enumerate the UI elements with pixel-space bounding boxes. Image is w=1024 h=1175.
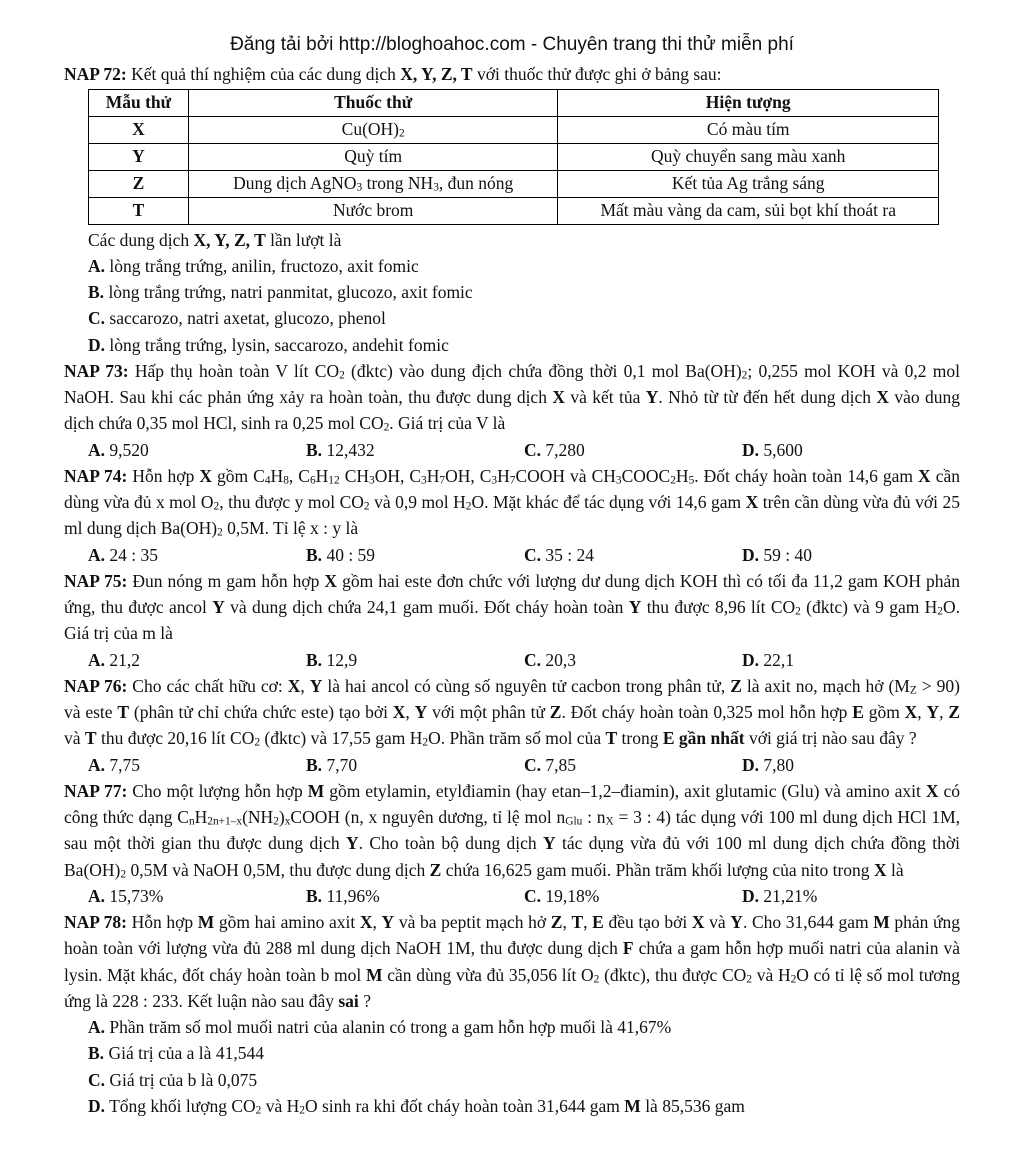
question-72 bbox=[64, 61, 960, 87]
answer-option: D. lòng trắng trứng, lysin, saccarozo, andehit fomic bbox=[88, 334, 449, 355]
answer-option: B. Giá trị của a là 41,544 bbox=[88, 1043, 264, 1064]
answer-option: A. 9,520 bbox=[88, 439, 149, 460]
question-intro-end: với thuốc thử được ghi ở bảng sau: bbox=[472, 63, 722, 84]
table-row bbox=[89, 116, 939, 143]
answer-option: A. 15,73% bbox=[88, 885, 164, 906]
reagent-cell: Nước brom bbox=[188, 197, 558, 224]
result-cell: Mất màu vàng da cam, sủi bọt khí thoát ra bbox=[558, 197, 939, 224]
question-78: NAP 78: Hỗn hợp M gồm hai amino axit X, Y và ba peptit mạch hở Z, T, E đều tạo bởi X và Y. Cho 31,644 gam M phản ứng hoàn toàn với lượng vừa đủ 288 ml dung dịch NaOH 1M, thu được dung dịch F chứa a gam hỗn hợp muối natri của alanin và lysin. Mặt khác, đốt cháy hoàn toàn b mol M cần dùng vừa đủ 35,056 lít $O_2$ (đktc), thu được $CO_2$ và $H_2O$ có tỉ lệ số mol tương ứng là 228 : 233. Kết luận nào sau đây sai ? bbox=[64, 912, 961, 1011]
question-73: NAP 73: Hấp thụ hoàn toàn V lít $CO_2$ (đktc) vào dung địch chứa đồng thời 0,1 mol $Ba(OH)_2$; 0,255 mol KOH và 0,2 mol NaOH. Sau khi các phản ứng xảy ra hoàn toàn, thu được dung dịch X và kết tủa Y. Nhỏ từ từ đến hết dung dịch X vào dung dịch chứa 0,35 mol HCl, sinh ra 0,25 mol $CO_2$. Giá trị của V là bbox=[64, 360, 960, 434]
page-header: Đăng tải bởi http://bloghoahoc.com - Chuyên trang thi thử miễn phí bbox=[230, 34, 794, 55]
answer-option: D. 21,21% bbox=[742, 885, 818, 906]
answer-options-76 bbox=[64, 752, 960, 778]
reagent-table bbox=[88, 89, 939, 224]
answer-option: D. 7,80 bbox=[742, 754, 795, 775]
answer-option: C. Giá trị của b là 0,075 bbox=[88, 1069, 258, 1090]
reagent-cell: Quỳ tím bbox=[188, 143, 558, 170]
table-header: Mẫu thử bbox=[89, 90, 189, 117]
answer-option: B. 7,70 bbox=[306, 754, 358, 775]
question-74: NAP 74: Hỗn hợp X gồm $C_4H_8$, $C_6H_{12}$ $CH_3OH$, $C_3H_7OH$, $C_3H_7COOH$ và $CH_3COOC_2H_5$. Đốt cháy hoàn toàn 14,6 gam X cần dùng vừa đủ x mol $O_2$, thu được y mol $CO_2$ và 0,9 mol $H_2O$. Mặt khác để tác dụng với 14,6 gam X trên cần dùng vừa đủ với 25 ml dung dịch $Ba(OH)_2$ 0,5M. Tỉ lệ x : y là bbox=[64, 465, 960, 539]
table-header: Hiện tượng bbox=[558, 90, 939, 117]
answer-option: D. 59 : 40 bbox=[742, 544, 813, 565]
answer-option: C. 19,18% bbox=[524, 885, 600, 906]
answer-option: B. 40 : 59 bbox=[306, 544, 376, 565]
table-header: Thuốc thử bbox=[188, 90, 558, 117]
answer-option: C. 7,280 bbox=[524, 439, 585, 460]
table-row bbox=[89, 170, 939, 197]
answer-option: A. lòng trắng trứng, anilin, fructozo, axit fomic bbox=[88, 255, 419, 276]
answer-options-77 bbox=[64, 883, 960, 909]
question-77: NAP 77: Cho một lượng hỗn hợp M gồm etylamin, etylđiamin (hay etan–1,2–điamin), axit glutamic (Glu) và amino axit X có công thức dạng $C_nH_{2n+1-x}(NH_2)_xCOOH$ (n, x nguyên dương, tỉ lệ mol $n_{Glu}$ : $n_X = 3$ : 4) tác dụng với 100 ml dung dịch HCl 1M, sau một thời gian thu được dung dịch Y. Cho toàn bộ dung dịch Y tác dụng vừa đủ với 100 ml dung dịch chứa đồng thời $Ba(OH)_2$ 0,5M và NaOH 0,5M, thu được dung dịch Z chứa 16,625 gam muối. Phần trăm khối lượng của nito trong X là bbox=[64, 780, 961, 881]
answer-option: C. 7,85 bbox=[524, 754, 577, 775]
answer-option: B. 12,432 bbox=[306, 439, 375, 460]
question-vars: X, Y, Z, T bbox=[400, 63, 473, 84]
table-body bbox=[89, 116, 939, 224]
answer-options-75 bbox=[64, 647, 960, 673]
result-cell: Kết tủa Ag trắng sáng bbox=[558, 170, 939, 197]
stem-vars: X, Y, Z, T bbox=[193, 229, 266, 250]
question-76: NAP 76: Cho các chất hữu cơ: X, Y là hai ancol có cùng số nguyên tử cacbon trong phân tử, Z là axit no, mạch hở $(M_Z > 90)$ và este T (phân tử chỉ chứa chức este) tạo bởi X, Y với một phân tử Z. Đốt cháy hoàn toàn 0,325 mol hỗn hợp E gồm X, Y, Z và T thu được 20,16 lít $CO_2$ (đktc) và 17,55 gam $H_2O$. Phần trăm số mol của T trong E gần nhất với giá trị nào sau đây ? bbox=[64, 675, 961, 749]
table-header-row bbox=[89, 90, 939, 117]
result-cell: Quỳ chuyển sang màu xanh bbox=[558, 143, 939, 170]
sample-cell: Y bbox=[89, 143, 189, 170]
answer-option: D. Tổng khối lượng $CO_2$ và $H_2O$ sinh ra khi đốt cháy hoàn toàn 31,644 gam M là 85,536 gam bbox=[88, 1095, 745, 1117]
answer-option: A. 21,2 bbox=[88, 649, 141, 670]
sample-cell: T bbox=[89, 197, 189, 224]
answer-option: B. 12,9 bbox=[306, 649, 358, 670]
answer-option: A. 7,75 bbox=[88, 754, 141, 775]
table-row bbox=[89, 143, 939, 170]
result-cell: Có màu tím bbox=[558, 116, 939, 143]
answer-option: C. 20,3 bbox=[524, 649, 577, 670]
answer-option: C. saccarozo, natri axetat, glucozo, phenol bbox=[88, 308, 386, 329]
sample-cell: Z bbox=[89, 170, 189, 197]
question-intro: Kết quả thí nghiệm của các dung dịch bbox=[126, 63, 401, 84]
answer-options-72 bbox=[64, 253, 960, 358]
answer-options-73 bbox=[64, 437, 960, 463]
answer-option: C. 35 : 24 bbox=[524, 544, 595, 565]
question-75: NAP 75: Đun nóng m gam hỗn hợp X gồm hai este đơn chức với lượng dư dung dịch KOH thì có tối đa 11,2 gam KOH phản ứng, thu được ancol Y và dung dịch chứa 24,1 gam muối. Đốt cháy hoàn toàn Y thu được 8,96 lít $CO_2$ (đktc) và 9 gam $H_2O$. Giá trị của m là bbox=[64, 570, 960, 644]
reagent-cell: $Cu(OH)_2$ bbox=[188, 116, 558, 143]
answer-option: D. 5,600 bbox=[742, 439, 803, 460]
answer-option: A. Phần trăm số mol muối natri của alanin có trong a gam hỗn hợp muối là 41,67% bbox=[88, 1017, 672, 1037]
question-number: NAP 72: bbox=[64, 63, 127, 84]
answer-options-78 bbox=[64, 1014, 960, 1119]
answer-option: D. 22,1 bbox=[742, 649, 795, 670]
table-row bbox=[89, 197, 939, 224]
stem-text-end: lần lượt là bbox=[265, 229, 342, 250]
reagent-cell: Dung dịch AgNO$_3$ trong $NH_3$, đun nóng bbox=[188, 170, 558, 197]
sample-cell: X bbox=[89, 116, 189, 143]
stem-text: Các dung dịch bbox=[88, 229, 194, 250]
answer-options-74 bbox=[64, 542, 960, 568]
answer-option: B. lòng trắng trứng, natri panmitat, glucozo, axit fomic bbox=[88, 282, 473, 302]
answer-option: B. 11,96% bbox=[306, 885, 380, 906]
answer-option: A. 24 : 35 bbox=[88, 544, 159, 565]
question-stem bbox=[64, 227, 960, 253]
